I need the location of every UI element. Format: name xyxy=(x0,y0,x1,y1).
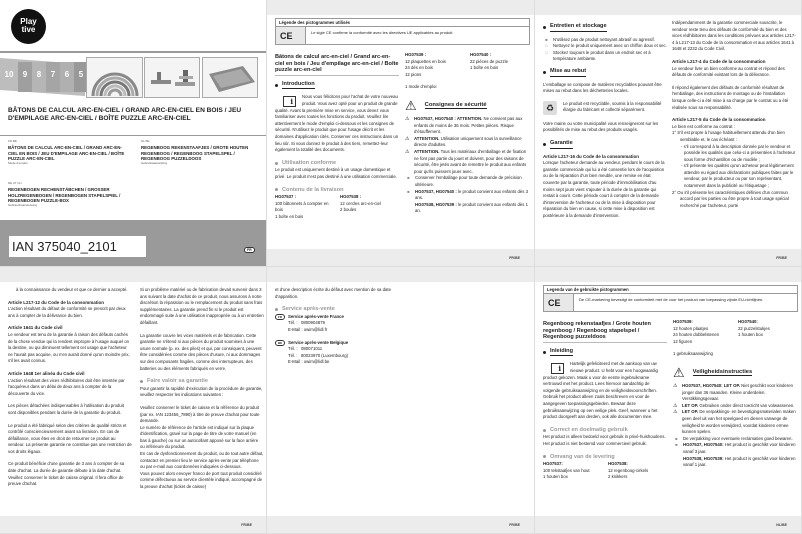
warning-icon: ⚠ xyxy=(405,135,410,142)
product-image-strip xyxy=(0,57,267,98)
service-title: Service après-vente France xyxy=(288,313,344,319)
bullet-icon xyxy=(543,455,546,458)
column-left xyxy=(8,287,132,494)
bullet-icon xyxy=(543,143,546,146)
section-heading: Correct en doelmatig gebruik xyxy=(550,426,628,433)
warning-icon: ⚠ xyxy=(673,382,678,389)
content-item: 22 pièces de puzzle xyxy=(470,58,508,64)
phone-label: Tél. : xyxy=(288,320,298,326)
column-right xyxy=(672,20,796,209)
warning-label: ATTENTION. xyxy=(414,135,440,141)
bullet-icon: ■ xyxy=(407,175,410,181)
product-title: Regenboog rekenstaafjes / Grote houten regenboog / Regenboog stapelspel / Regenboog puzzeldoos xyxy=(543,321,667,343)
content-item: 24 houten dobbelstenen xyxy=(673,332,720,338)
section-heading: Veiligheidsinstructies xyxy=(692,368,753,375)
article-text: Il répond également des défauts de conformité résultant de l'emballage, des instructions de montage ou de l'installation lorsque celle-ci a été mise à sa charge par le contrat ou a été réalisée sous sa responsabilité. xyxy=(672,84,789,110)
care-item: N'utilisez pas de produit nettoyant abrasif ou agressif. xyxy=(553,36,655,42)
lang-block-de xyxy=(8,181,130,208)
article-text: L'action résultant des vices rédhibitoires doit être intentée par l'acquéreur dans un délai de deux ans à compter de la découverte du vice. xyxy=(8,377,125,396)
page-nl-intro xyxy=(535,267,802,534)
legend-text: De CE-markering bevestigt de conformiteit met de voor het product van toepassing zijnde EU-richtlijnen. xyxy=(579,297,764,302)
intro-text: Hartelijk gefeliciteerd met de aankoop van uw nieuwe product. U hebt voor een hoogwaardig product gekozen. Maak u voor de eerste ingebruikname vertrouwd met het product. Lees hiervoor aandachtig de volgende gebruiksaanwijzing en de veiligheidsvoorschriften. Gebruik het product alleen zoals beschreven en voor de aangegeven toepassingsgebieden. Bewaar deze gebruiksaanwijzing op een veilige plek. Geef, wanneer u het product doorgeeft aan derden, ook alle documenten mee. xyxy=(543,361,658,420)
info-icon: i xyxy=(551,363,564,374)
content-item: 12 pions xyxy=(405,71,422,77)
page-fr-care-warranty xyxy=(535,0,802,267)
warning-label: HG07537, HG07540 : ATTENTION. xyxy=(414,115,483,121)
header-band xyxy=(0,267,266,282)
header-band xyxy=(535,0,801,15)
warranty-text: La garantie couvre les vices matériels et de fabrication. Cette garantie ne s'étend ni aux pièces du produit soumises à une usure normale (p. ex. des piles) et qui, par conséquent, peuvent être considérées comme des pièces d'usure, ni aux dommages sur des composants fragiles, comme des interrupteurs, des batteries ou des éléments fabriqués en verre. xyxy=(140,332,262,371)
model-label: HG07539: xyxy=(673,319,693,324)
content-item: 12 houten plaatjes xyxy=(673,325,709,331)
content-item: 100 tekstaafjes van hout xyxy=(543,467,590,473)
model-label: HG07537: xyxy=(543,461,563,467)
footer-band xyxy=(535,249,801,266)
section-heading: Omvang van de levering xyxy=(550,453,615,460)
column-left xyxy=(275,46,399,220)
content-item: 1 mode d'emploi xyxy=(405,84,437,90)
language-codes: NL BE xyxy=(141,139,150,143)
stick-number: 7 xyxy=(46,62,60,92)
article-text: à la connaissance du vendeur et que ce dernier a accepté. xyxy=(16,287,128,292)
page-number: FR/BE xyxy=(509,256,520,260)
phone-number[interactable]: 80023970 (Luxembourg) xyxy=(301,352,349,358)
article-heading: Article L217-4 du Code de la consommation xyxy=(672,58,766,64)
info-icon: i xyxy=(283,96,296,107)
legend-text: Le sigle CE confirme la conformité avec les directives UE applicables au produit. xyxy=(311,30,454,35)
disposal-text: Votre mairie ou votre municipalité vous renseigneront sur les possibilités de mise au rebut des produits usagés. xyxy=(543,120,659,133)
intended-use-text: Le produit est uniquement destiné à un usage domestique et privé. Le produit n'est pas destiné à une utilisation commerciale. xyxy=(275,167,397,179)
warning-text: Niet geschikt voor kinderen jonger dan 36 maanden. Kleine onderdelen. Verstikkingsgevaar. xyxy=(682,382,793,402)
rainbow-image xyxy=(86,57,143,98)
legend-title: Légende des pictogrammes utilisés xyxy=(276,19,529,27)
language-codes: FR BE xyxy=(8,139,17,143)
bullet-icon xyxy=(275,188,278,191)
stick-number: 5 xyxy=(74,62,88,92)
stick-number: 10 xyxy=(4,70,14,79)
header-band xyxy=(535,267,801,282)
header-band xyxy=(267,267,534,282)
article-text: L'action résultant du défaut de conformité se prescrit par deux ans à compter de la délivrance du bien. xyxy=(8,306,126,318)
claim-text: En cas de dysfonctionnement du produit, ou de tout autre défaut, contactez en premier lieu le service après-vente par téléphone ou par e-mail aux coordonnées indiquées ci-dessous. xyxy=(140,451,264,470)
country-badge: FR xyxy=(244,247,255,253)
puzzle-box-image xyxy=(202,57,258,98)
model-label: HG07537 : xyxy=(275,194,297,200)
section-heading: Introduction xyxy=(282,81,315,90)
warning-icon: ⚠ xyxy=(405,115,410,122)
article-text: 2° Ou s'il présente les caractéristiques définies d'un commun accord par les parties ou être propre à tout usage spécial recherché par l'acheteur, porté xyxy=(672,189,789,208)
email-label: E-Mail : xyxy=(288,326,303,332)
article-text: - s'il correspond à la description donnée par le vendeur et possède les qualités que celui-ci a présentées à l'acheteur sous forme d'échantillon ou de modèle ; xyxy=(681,143,796,162)
section-heading: Faire valoir sa garantie xyxy=(147,378,208,385)
model-label: HG07537, HG07540 : xyxy=(415,188,457,194)
warranty-text: Si un problème matériel ou de fabrication devait survenir dans 3 ans suivant la date d'achat de ce produit, nous assurons à notre discrétion la réparation ou le remplacement du produit sans frais supplémentaires. La garantie prend fin si le produit est endommagé suite à une utilisation inappropriée ou à un entretien défaillant. xyxy=(140,287,264,325)
disposal-text: Le produit est recyclable, soumis à la responsabilité élargie du fabricant et collecté séparément. xyxy=(563,100,662,113)
service-title: Service après-vente Belgique xyxy=(288,339,349,345)
article-heading: Article 1641 du Code civil xyxy=(8,325,63,331)
column-right xyxy=(405,46,529,215)
warning-label: ATTENTION. xyxy=(414,148,440,154)
bullet-icon: □ xyxy=(545,49,548,55)
section-heading: Inleiding xyxy=(550,348,573,357)
page-fr-service xyxy=(267,267,535,534)
content-item: 100 bâtonnets à compter en bois xyxy=(275,200,329,213)
phone-label: Tél. : xyxy=(288,352,298,358)
warning-icon: ⚠ xyxy=(673,402,678,409)
bullet-icon: ■ xyxy=(675,442,678,448)
article-text: Le vendeur est tenu de la garantie à raison des défauts cachés de la chose vendue qui la rendent impropre à l'usage auquel on la destine, ou qui diminuent tellement cet usage que l'acheteur ne l'aurait pas acquise, ou n'en aurait donné qu'un moindre prix, s'il les avait connus. xyxy=(8,331,130,364)
care-item: Stockez toujours le produit dans un endroit sec et à température ambiante. xyxy=(553,49,651,62)
warranty-text: Ce produit bénéficie d'une garantie de 3 ans à compter de sa date d'achat. La durée de garantie débute à la date d'achat. Veuillez conserver le ticket de caisse original. Il fera office de preuve d'achat. xyxy=(8,461,125,487)
bullet-icon xyxy=(543,351,546,354)
model-label: HG07540: xyxy=(738,319,758,324)
content-item: 1 boîte en bois xyxy=(470,65,499,71)
bullet-icon xyxy=(140,380,143,383)
cover-page xyxy=(0,0,267,267)
warning-text: Utilisation uniquement sous la surveillance directe d'adultes. xyxy=(414,135,522,148)
page-number: FR/BE xyxy=(241,523,252,527)
language-codes: DE AT CH xyxy=(8,181,22,185)
section-heading: Contenu de la livraison xyxy=(282,186,344,193)
article-heading: Article 1648 1er alinéa du Code civil xyxy=(8,370,85,376)
content-item: 12 regenboog-cirkels xyxy=(608,467,649,473)
safety-text: le produit convient aux enfants dès 3 ans. xyxy=(415,188,528,201)
header-band xyxy=(267,0,534,15)
warranty-text: Indépendamment de la garantie commerciale souscrite, le vendeur reste tenu des défauts de conformité du bien et des vices rédhibitoires dans les conditions prévues aux articles L217-4 à L217-13 du Code de la consommation et aux articles 1641 à 1648 et 2232 du Code Civil. xyxy=(672,20,796,52)
safety-text: Conserver l'emballage pour toute demande de précision ultérieure. xyxy=(415,175,522,187)
lang-block-fr xyxy=(8,139,130,166)
page-number: NL/BE xyxy=(776,523,787,527)
playtive-logo xyxy=(11,9,46,44)
pictogram-legend xyxy=(275,18,530,45)
content-item: 2 boules xyxy=(340,207,357,213)
model-label: HG07538 : xyxy=(340,194,362,200)
intended-use-text: Het product is alleen bedoeld voor gebruik in privé-huishoudens. Het product is niet bestemd voor commercieel gebruik. xyxy=(543,434,666,446)
phone-label: Tél. : xyxy=(288,346,298,352)
product-title: Bâtons de calcul arc-en-ciel / Grand arc-en-ciel en bois / Jeu d'empilage arc-en-ciel / Boîte puzzle arc-en-ciel xyxy=(275,54,399,76)
claim-text: Vous pouvez alors envoyer franco de port tout produit considéré comme défectueux au service clientèle indiqué, accompagné de la preuve d'achat (ticket de caisse) xyxy=(140,470,263,490)
content-item: 12 cercles arc-en-ciel xyxy=(340,200,381,206)
warranty-text: Les pièces détachées indispensables à l'utilisation du produit sont disponibles pendant la durée de la garantie du produit. xyxy=(8,403,124,415)
safety-text: Het product is geschikt voor kinderen vanaf 3 jaar. xyxy=(683,442,796,454)
warning-icon: ⚠ xyxy=(405,97,417,113)
footer-band xyxy=(267,249,534,266)
warning-text: Tous les matériaux d'emballage et de fixation ne font pas partie du jouet et doivent, pour des raisons de sécurité, être jetés avant de remettre le produit aux enfants pour qu'ils puissent jouer avec. xyxy=(414,148,527,174)
article-text: Lorsque l'acheteur demande au vendeur, pendant le cours de la garantie commerciale qui lui a été consentie lors de l'acquisition ou de la réparation d'un bien meuble, une remise en état couverte par la garantie, toute période d'immobilisation d'au moins sept jours vient s'ajouter à la durée de la garantie qui restait à courir. Cette période court à compter de la demande d'intervention de l'acheteur ou de la mise à disposition pour réparation du bien en cause, si cette mise à disposition est postérieure à la demande d'intervention. xyxy=(543,160,665,218)
claim-text: Veuillez conserver le ticket de caisse et la référence du produit (par ex. IAN 123456_7890) à titre de preuve d'achat pour toute demande. xyxy=(140,404,260,424)
section-heading: Entretien et stockage xyxy=(550,23,607,32)
care-item: Nettoyez le produit uniquement avec un chiffon doux et sec. xyxy=(553,43,667,49)
lang-subtitle: Gebruiksaanwijzing xyxy=(141,161,168,166)
section-heading: Consignes de sécurité xyxy=(424,101,487,108)
claim-text: Pour garantir la rapidité d'exécution de la procédure de garantie, veuillez respecter les indications suivantes : xyxy=(140,385,263,398)
section-heading: Garantie xyxy=(550,140,573,149)
claim-text: Le numéro de référence de l'article est indiqué sur la plaque d'identification, gravé sur la page de titre de votre manuel (en bas à gauche) ou sur un autocollant apposé sur la face arrière ou inférieure du produit. xyxy=(140,424,259,450)
divider xyxy=(0,135,266,136)
bullet-icon xyxy=(543,26,546,29)
page-number: FR/BE xyxy=(776,256,787,260)
bullet-icon xyxy=(275,308,278,311)
logo-text: Play tive xyxy=(20,17,37,34)
column-right xyxy=(673,313,797,469)
stick-number: 6 xyxy=(60,62,74,92)
divider xyxy=(0,51,266,53)
column-left xyxy=(543,313,667,481)
article-heading: Article L217-16 du Code de la consommation xyxy=(543,153,640,159)
model-label: HG07538, HG07539 : xyxy=(415,201,457,207)
phone-number[interactable]: 0800904879 xyxy=(301,320,325,326)
content-item: 2 knikkers xyxy=(608,474,628,480)
warning-label: LET OP. xyxy=(682,402,699,408)
bullet-icon: ■ xyxy=(545,36,548,42)
content-item: 1 gebruiksaanwijzing xyxy=(673,351,713,357)
lang-subtitle: Gebrauchsanweisung xyxy=(8,203,38,208)
content-item: 1 houten box xyxy=(543,474,568,480)
model-label: HG07537, HG07540: xyxy=(683,442,724,448)
page-fr-legal xyxy=(0,267,267,534)
ce-mark-icon: CE xyxy=(276,27,306,44)
model-label: HG07538, HG07539: xyxy=(683,455,724,461)
article-heading: Article L217-5 du Code de la consommation xyxy=(672,117,766,123)
warning-icon: ⚠ xyxy=(405,148,410,155)
article-text: Le vendeur livre un bien conforme au contrat et répond des défauts de conformité existant lors de la délivrance. xyxy=(672,65,785,78)
page-number: FR/BE xyxy=(509,523,520,527)
bullet-icon: ■ xyxy=(407,188,410,194)
warning-text: Ne convient pas aux enfants de moins de 36 mois. Petites pièces. Risque d'étouffement. xyxy=(414,115,523,135)
warning-label: LET OP. xyxy=(682,409,699,415)
recycling-icon: ♻ xyxy=(543,101,557,115)
safety-text: De verpakking voor eventuele reclamaties goed bewaren. xyxy=(683,435,793,441)
footer-band xyxy=(0,516,266,533)
warning-icon: ⚠ xyxy=(673,409,678,416)
model-label: HG07538: xyxy=(608,461,628,467)
ian-number: IAN 375040_2101 xyxy=(9,236,146,257)
section-heading: Mise au rebut xyxy=(550,68,586,77)
article-text: - s'il présente les qualités qu'un acheteur peut légitimement attendre eu égard aux déclarations publiques faites par le vendeur, par le producteur ou par son représentant, notamment dans la publicité ou l'étiquetage ; xyxy=(681,163,794,189)
content-item: 1 houten box xyxy=(738,332,763,338)
email-link[interactable]: owim@lidl.fr xyxy=(303,326,328,332)
bullet-icon xyxy=(275,162,278,165)
model-label: HG07540 : xyxy=(470,52,492,57)
warning-text: De verpakkings- en bevestigingsmaterialen maken geen deel uit van het speelgoed en dienen vanwege de veiligheid te worden verwijderd, voordat kinderen ermee kunnen spelen. xyxy=(682,409,796,435)
column-right xyxy=(140,287,264,491)
warning-icon: ⚠ xyxy=(673,364,685,380)
content-item: 24 dés en bois xyxy=(405,65,433,71)
safety-text: Het product is geschikt voor kinderen vanaf 1 jaar. xyxy=(683,455,796,468)
lang-title: REGENBOGEN RECHENSTÄBCHEN / GROSSER HOLZREGENBOGEN / REGENBOGEN STAPELSPIEL / REGENBOGEN PUZZLE-BOX xyxy=(8,187,121,203)
disposal-text: L'emballage se compose de matières recyclables pouvant être mises au rebut dans les déchetteries locales. xyxy=(543,81,662,94)
bullet-icon: ■ xyxy=(675,435,678,441)
safety-text: le produit convient aux enfants dès 1 an. xyxy=(415,201,528,214)
ce-mark-icon: CE xyxy=(544,294,574,311)
warning-text: Gebruiken onder direct toezicht van volwassenen. xyxy=(698,402,795,408)
legend-title: Legenda van de gebruikte pictogrammen xyxy=(544,286,797,294)
warning-label: HG07537, HG07540: LET OP. xyxy=(682,382,740,388)
intro-text: Nous vous félicitons pour l'achat de votre nouveau produit. Vous avez opté pour un produit de grande qualité. Avant la première mise en service, vous devez vous familiariser avec toutes les fonctions du produit. Veuillez lire attentivement le mode d'emploi ci-dessous et les consignes de sécurité. N'utilisez le produit que pour l'usage décrit et les domaines d'application cités. Conserver ces instructions dans un lieu sûr. Si vous donnez le produit à des tiers, remettez-leur également la totalité des documents. xyxy=(275,94,399,153)
bullet-icon xyxy=(543,429,546,432)
section-heading: Service après-vente xyxy=(282,306,335,313)
phone-number[interactable]: 080071011 xyxy=(301,346,323,352)
stick-number: 8 xyxy=(32,62,46,92)
bullet-icon: □ xyxy=(545,43,548,49)
country-badge: BE xyxy=(275,340,285,346)
bullet-icon xyxy=(543,71,546,74)
content-item: 12 plaquettes en bois xyxy=(405,58,446,64)
page-fr-intro xyxy=(267,0,535,267)
content-item: 22 puzzelstukjes xyxy=(738,325,770,331)
claim-text: et d'une description écrite du défaut avec mention de sa date d'apparition. xyxy=(275,287,391,299)
footer-band xyxy=(535,516,801,533)
content-item: 1 boîte en bois xyxy=(275,213,304,219)
stacking-game-image xyxy=(144,57,200,98)
warranty-text: Le produit a été fabriqué selon des critères de qualité stricts et contrôlé consciencieusement avant sa livraison. En cas de défaillance, vous êtes en droit de retourner ce produit au vendeur. La présente garantie ne constitue pas une restriction de vos droits légaux. xyxy=(8,422,132,454)
article-text: 1° S'il est propre à l'usage habituellement attendu d'un bien semblable et, le cas échéant : xyxy=(672,130,785,142)
bullet-icon xyxy=(275,84,278,87)
content-item: 12 figuren xyxy=(673,338,693,344)
article-heading: Article L217-12 du Code de la consommation xyxy=(8,299,105,305)
article-text: Le bien est conforme au contrat : xyxy=(672,123,735,129)
email-link[interactable]: owim@lidl.be xyxy=(303,359,330,365)
lang-title: REGENBOOG REKENSTAAFJES / GROTE HOUTEN REGENBOOG / REGENBOOG STAPELSPEL / REGENBOOG PUZZELDOOS xyxy=(141,145,249,161)
lang-subtitle: Mode d'emploi xyxy=(8,161,28,166)
lang-title: BÂTONS DE CALCUL ARC-EN-CIEL / GRAND ARC-EN-CIEL EN BOIS / JEU D'EMPILAGE ARC-EN-CIEL / BOÎTE PUZZLE ARC-EN-CIEL xyxy=(8,145,125,161)
column-left xyxy=(543,18,667,225)
cover-title: BÂTONS DE CALCUL ARC-EN-CIEL / GRAND ARC-EN-CIEL EN BOIS / JEU D'EMPILAGE ARC-EN-CIEL / BOÎTE PUZZLE ARC-EN-CIEL xyxy=(8,107,242,122)
column-left xyxy=(275,287,399,366)
stick-number: 9 xyxy=(18,62,32,92)
lang-block-nl xyxy=(141,139,263,166)
country-badge: FR xyxy=(275,314,285,320)
email-label: E-Mail : xyxy=(288,359,303,365)
pictogram-legend xyxy=(543,285,798,312)
section-heading: Utilisation conforme xyxy=(282,159,337,166)
footer-band xyxy=(267,516,534,533)
model-label: HG07539 : xyxy=(405,52,427,57)
